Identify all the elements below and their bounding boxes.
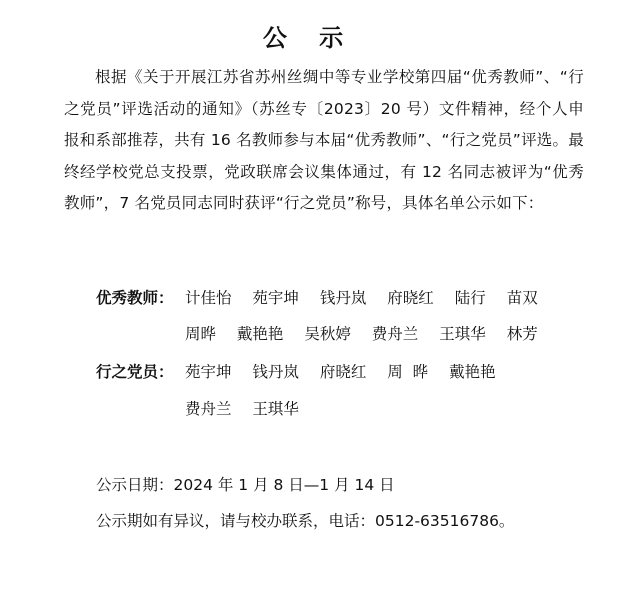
member-name: 钱丹岚 (252, 363, 299, 381)
teacher-name: 钱丹岚 (319, 289, 367, 307)
excellent-teachers-row-2 (96, 322, 554, 346)
contact-info: 公示期如有异议，请与校办联系，电话：0512-63516786。 (96, 512, 515, 530)
member-name: 周 晔 (387, 363, 429, 381)
teacher-name: 周晔 (184, 325, 216, 343)
excellent-teachers-label: 优秀教师： (96, 289, 174, 307)
member-name: 王琪华 (252, 400, 299, 418)
teacher-name: 计佳怡 (184, 289, 232, 307)
excellent-teachers-row-1 (96, 286, 554, 310)
member-name: 苑宇坤 (184, 363, 232, 381)
teacher-name: 王琪华 (439, 325, 486, 343)
teacher-name: 苑宇坤 (252, 289, 299, 307)
notice-date: 公示日期：2024 年 1 月 8 日—1 月 14 日 (96, 476, 395, 494)
page-title: 公 示 (262, 24, 356, 52)
party-members-row-2 (96, 397, 315, 421)
teacher-name: 陆行 (454, 289, 486, 307)
teacher-name: 费舟兰 (371, 325, 419, 343)
teacher-name: 吴秋婷 (304, 325, 351, 343)
party-members-label: 行之党员： (96, 363, 174, 381)
teacher-name: 苗双 (506, 289, 538, 307)
teacher-name: 林芳 (506, 325, 538, 343)
teacher-name: 府晓红 (387, 289, 434, 307)
member-name: 戴艳艳 (449, 363, 496, 381)
teacher-name: 戴艳艳 (236, 325, 284, 343)
body-paragraph: 根据《关于开展江苏省苏州丝绸中等专业学校第四届“优秀教师”、“行之党员”评选活动的通知》（苏丝专〔2023〕20 号）文件精神，经个人申报和系部推荐，共有 16 名教师参与本届“优秀教师”、“行之党员”评选。最终经学校党总支投票，党政联席会议集体通过，有 12 名同志被评为“优秀教师”，7 名党员同志同时获评“行之党员”称号，具体名单公示如下： (64, 68, 584, 212)
member-name: 费舟兰 (184, 400, 232, 418)
member-name: 府晓红 (319, 363, 367, 381)
party-members-row-1 (96, 360, 512, 384)
